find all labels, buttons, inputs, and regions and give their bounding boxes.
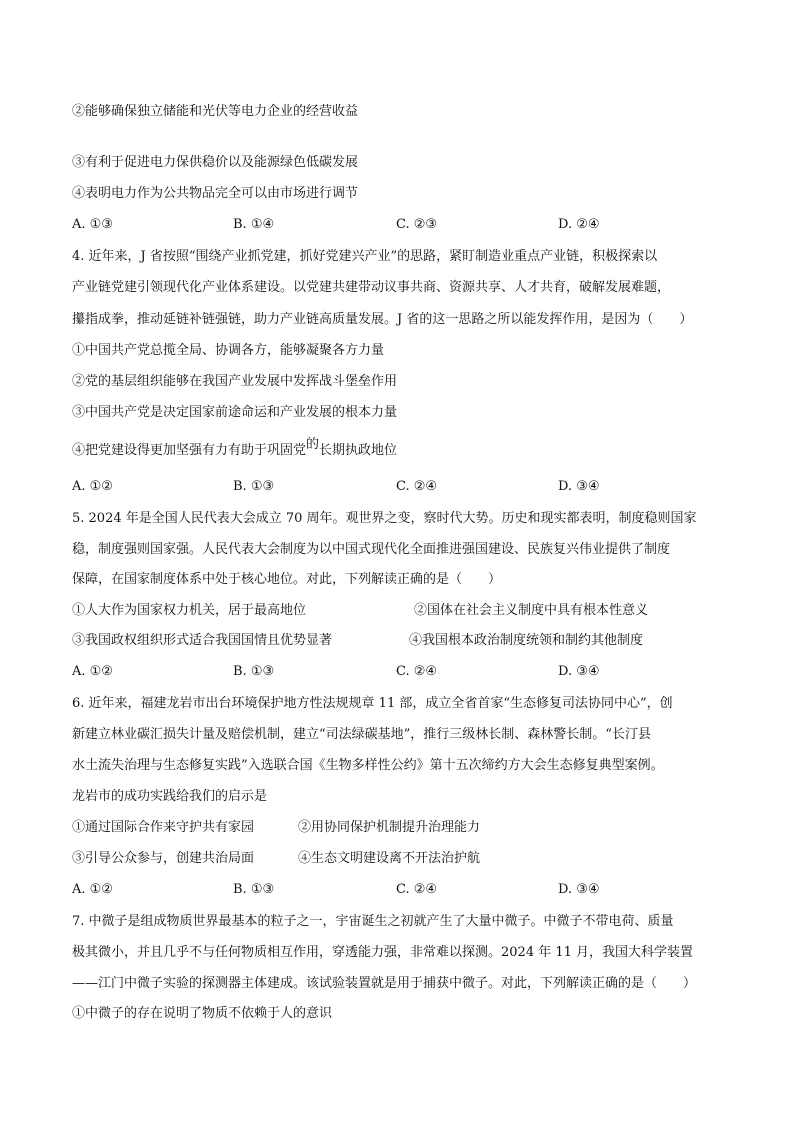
q3-statement-3: ③有利于促进电力保供稳价以及能源绿色低碳发展	[72, 155, 359, 170]
q6-option-c: C. ②④	[396, 882, 438, 897]
q3-option-a: A. ①③	[72, 217, 113, 232]
q6-statement-4: ④生态文明建设离不开法治护航	[298, 851, 481, 866]
q5-option-a: A. ①②	[72, 664, 113, 679]
q4-statement-2: ②党的基层组织能够在我国产业发展中发挥战斗堡垒作用	[72, 374, 398, 389]
q5-option-c: C. ②④	[396, 664, 438, 679]
q6-option-d: D. ③④	[558, 882, 600, 897]
q5-option-b: B. ①③	[233, 664, 275, 679]
q4-option-c: C. ②④	[396, 479, 438, 494]
q4-statement-3: ③中国共产党是决定国家前途命运和产业发展的根本力量	[72, 405, 398, 420]
q4-statement-1: ①中国共产党总揽全局、协调各方，能够凝聚各方力量	[72, 343, 385, 358]
q6-statement-1: ①通过国际合作来守护共有家园	[72, 820, 255, 835]
q4-option-b: B. ①③	[233, 479, 275, 494]
q4-statement-4-part-c: 长期执政地位	[319, 443, 398, 458]
q4-stem-line-2: 产业链党建引领现代化产业体系建设。以党建共建带动议事共商、资源共享、人才共育，破解发展难题，	[72, 280, 671, 295]
q5-statement-3: ③我国政权组织形式适合我国国情且优势显著	[72, 633, 333, 648]
q6-option-a: A. ①②	[72, 882, 113, 897]
q3-statement-4: ④表明电力作为公共物品完全可以由市场进行调节	[72, 186, 359, 201]
q3-option-c: C. ②③	[396, 217, 438, 232]
q4-statement-4-part-a: ④把党建设得更加坚强有力有助于巩固党	[72, 443, 307, 458]
q5-option-d: D. ③④	[558, 664, 600, 679]
q3-option-b: B. ①④	[233, 217, 275, 232]
q4-stem-line-1: 4. 近年来，J 省按照“围绕产业抓党建，抓好党建兴产业”的思路，紧盯制造业重点产业链，积极探索以	[72, 249, 658, 264]
q7-statement-1: ①中微子的存在说明了物质不依赖于人的意识	[72, 1006, 333, 1021]
q6-stem-line-3: 水土流失治理与生态修复实践”入选联合国《生物多样性公约》第十五次缔约方大会生态修复典型案例。	[72, 758, 664, 773]
q4-stem-line-3: 攥指成拳，推动延链补链强链，助力产业链高质量发展。J 省的这一思路之所以能发挥作用，是因为（ ）	[72, 312, 693, 327]
q6-statement-2: ②用协同保护机制提升治理能力	[298, 820, 481, 835]
q7-stem-line-3: ——江门中微子实验的探测器主体建成。该试验装置就是用于捕获中微子。对此，下列解读正确的是（ ）	[72, 976, 697, 991]
q4-option-a: A. ①②	[72, 479, 113, 494]
q5-stem-line-2: 稳，制度强则国家强。人民代表大会制度为以中国式现代化全面推进强国建设、民族复兴伟业提供了制度	[72, 542, 671, 557]
q4-option-d: D. ③④	[558, 479, 600, 494]
q6-stem-line-1: 6. 近年来，福建龙岩市出台环境保护地方性法规规章 11 部，成立全省首家“生态修复司法协同中心”，创	[72, 696, 673, 711]
q5-statement-2: ②国体在社会主义制度中具有根本性意义	[414, 603, 649, 618]
q6-stem-line-4: 龙岩市的成功实践给我们的启示是	[72, 789, 268, 804]
q7-stem-line-2: 极其微小，并且几乎不与任何物质相互作用，穿透能力强，非常难以探测。2024 年 11 月，我国大科学装置	[72, 945, 694, 960]
q5-stem-line-3: 保障，在国家制度体系中处于核心地位。对此，下列解读正确的是（ ）	[72, 572, 502, 587]
q4-statement-4-part-b: 的	[306, 437, 320, 452]
q6-stem-line-2: 新建立林业碳汇损失计量及赔偿机制，建立“司法绿碳基地”，推行三级林长制、森林警长制。“长汀县	[72, 727, 651, 742]
q7-stem-line-1: 7. 中微子是组成物质世界最基本的粒子之一，宇宙诞生之初就产生了大量中微子。中微子不带电荷、质量	[72, 914, 674, 929]
q3-option-d: D. ②④	[558, 217, 600, 232]
q5-statement-1: ①人大作为国家权力机关，居于最高地位	[72, 603, 307, 618]
q4-statement-4	[72, 437, 398, 459]
q6-option-b: B. ①③	[233, 882, 275, 897]
q3-statement-2: ②能够确保独立储能和光伏等电力企业的经营收益	[72, 104, 359, 119]
q5-stem-line-1: 5. 2024 年是全国人民代表大会成立 70 周年。观世界之变，察时代大势。历史和现实都表明，制度稳则国家	[72, 511, 697, 526]
q5-statement-4: ④我国根本政治制度统领和制约其他制度	[409, 633, 644, 648]
q6-statement-3: ③引导公众参与，创建共治局面	[72, 851, 255, 866]
